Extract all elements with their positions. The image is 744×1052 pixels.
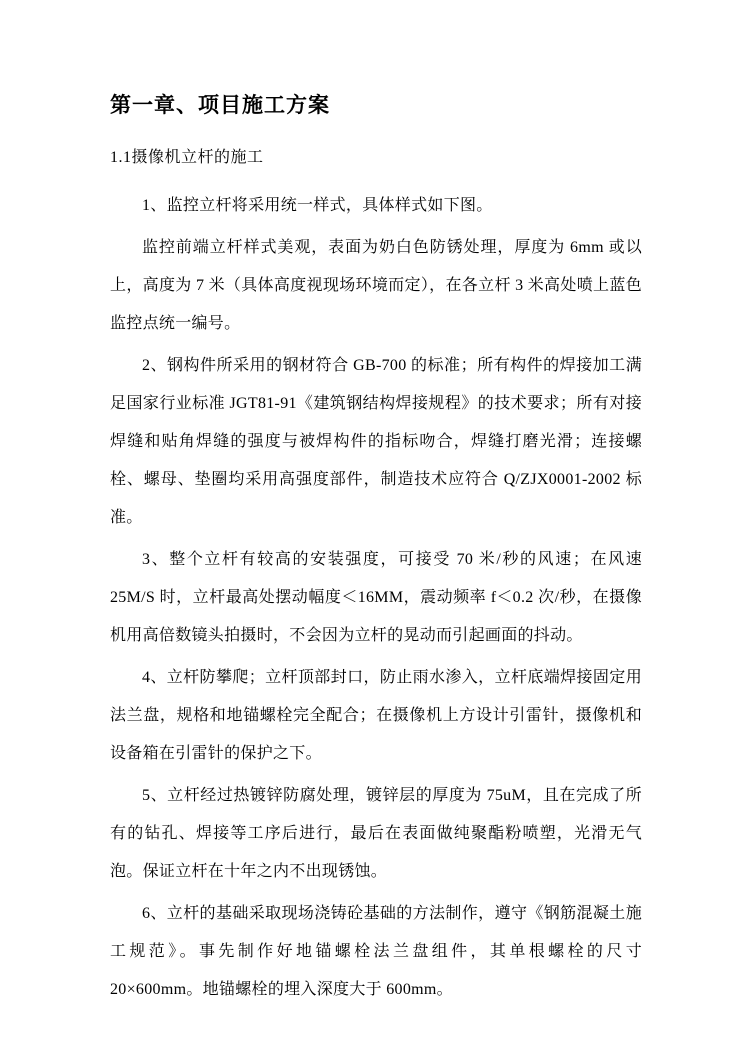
paragraph-5: 4、立杆防攀爬；立杆顶部封口，防止雨水渗入，立杆底端焊接固定用法兰盘，规格和地锚螺栓完全配合；在摄像机上方设计引雷针，摄像机和设备箱在引雷针的保护之下。 — [110, 669, 642, 763]
document-body — [110, 187, 642, 1009]
chapter-title: 第一章、项目施工方案 — [110, 93, 330, 117]
paragraph-7: 6、立杆的基础采取现场浇铸砼基础的方法制作，遵守《钢筋混凝土施工规范》。事先制作好地锚螺栓法兰盘组件，其单根螺栓的尺寸 20×600mm。地锚螺栓的埋入深度大于 600mm。 — [110, 905, 642, 999]
paragraph-1: 1、监控立杆将采用统一样式，具体样式如下图。 — [142, 197, 493, 215]
paragraph-6: 5、立杆经过热镀锌防腐处理，镀锌层的厚度为 75uM，且在完成了所有的钻孔、焊接等工序后进行，最后在表面做纯聚酯粉喷塑，光滑无气泡。保证立杆在十年之内不出现锈蚀。 — [110, 787, 642, 881]
paragraph-3: 2、钢构件所采用的钢材符合 GB-700 的标准；所有构件的焊接加工满足国家行业标准 JGT81-91《建筑钢结构焊接规程》的技术要求；所有对接焊缝和贴角焊缝的强度与被焊构件的指标吻合，焊缝打磨光滑；连接螺栓、螺母、垫圈均采用高强度部件，制造技术应符合 Q/ZJX0001-2002 标准。 — [110, 357, 642, 527]
paragraph-4: 3、整个立杆有较高的安装强度，可接受 70 米/秒的风速；在风速 25M/S 时，立杆最高处摆动幅度＜16MM，震动频率 f＜0.2 次/秒，在摄像机用高倍数镜头拍摄时，不会因为立杆的晃动而引起画面的抖动。 — [110, 551, 642, 645]
section-heading: 1.1摄像机立杆的施工 — [110, 149, 264, 167]
paragraph-2: 监控前端立杆样式美观，表面为奶白色防锈处理，厚度为 6mm 或以上，高度为 7 米（具体高度视现场环境而定），在各立杆 3 米高处喷上蓝色监控点统一编号。 — [110, 239, 642, 333]
